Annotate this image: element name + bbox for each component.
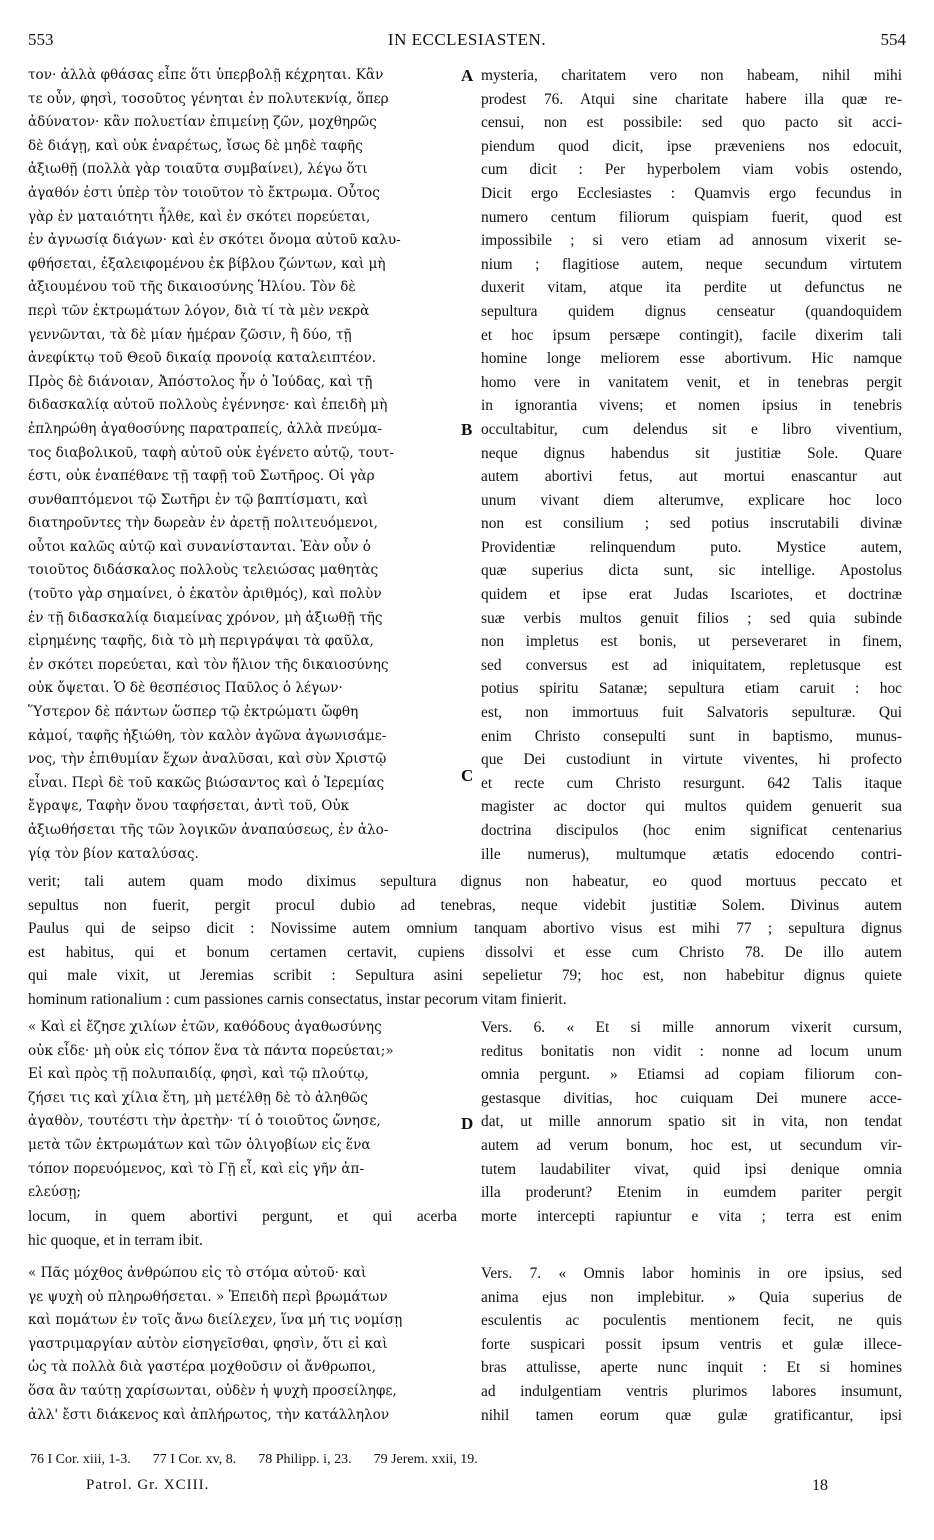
text-line: διατηροῦντες τὴν δωρεὰν ἐν ἀρετῇ πολιτευόμενοι, <box>28 515 379 532</box>
text-line: ἀλλ' ἔστι διάκενος καὶ ἀπλήρωτος, τὴν κατάλληλον <box>28 1406 390 1423</box>
text-line: τε οὖν, φησὶ, τοσοῦτος γένηται ἐν πολυτεκνίᾳ, ὅπερ <box>28 90 389 107</box>
text-line: verit; tali autem quam modo diximus sepultura dignus non habeatur, eo quod mortuus peccato et <box>28 873 902 890</box>
greek-column-bottom <box>28 1262 457 1427</box>
text-line: « Πᾶς μόχθος ἀνθρώπου εἰς τὸ στόμα αὐτοῦ· καὶ <box>28 1265 367 1281</box>
text-line: ille numerus), multumque ætatis edocendo contri- <box>481 845 902 863</box>
text-line: ad indulgentiam ventris plurimos labores insumunt, <box>481 1382 902 1400</box>
text-line: δὲ διάγῃ, καὶ οὐκ ἐναρέτως, ἴσως δὲ μηδὲ ταφῆς <box>28 137 363 154</box>
text-line: ἀνεφίκτῳ τοῦ Θεοῦ δικαίᾳ προνοίᾳ καταλειπτέον. <box>28 350 377 367</box>
footnote: 79 Jerem. xxii, 19. <box>373 1452 478 1467</box>
text-line: καὶ πομάτων ἐν τοῖς ἄνω διείλεχεν, ἵνα μή τις νομίσῃ <box>28 1312 403 1329</box>
running-title: IN ECCLESIASTEN. <box>387 30 547 49</box>
text-line: doctrina discipulos (hoc enim significat centenarius <box>481 822 902 839</box>
text-line: mysteria, charitatem vero non habeam, nihil mihi <box>481 67 902 84</box>
text-line: ἀγαθόν ἐστι ὑπὲρ τὸν τοιοῦτον τὸ ἔκτρωμα. Οὗτος <box>28 184 380 201</box>
text-line: διδασκαλίᾳ αὐτοῦ πολλοὺς ἐγέννησε· καὶ ἐπειδὴ μὴ <box>28 397 388 414</box>
text-line: dat, ut mille annorum spatio sit in vita, non tendat <box>481 1113 902 1131</box>
text-line: (τοῦτο γὰρ σημαίνει, ὁ ἑκατὸν ἀριθμός), καὶ πολὺν <box>28 586 382 603</box>
text-line: non est consilium ; sed potius inscrutabili divinæ <box>481 515 902 533</box>
text-line: συνθαπτόμενοι τῷ Σωτῆρι ἐν τῷ βαπτίσματι, καὶ <box>28 491 369 508</box>
text-line: ἀδύνατον· κἂν πολυετίαν ἐπιμείνῃ ζῶν, μοχθηρῶς <box>28 114 377 131</box>
text-line: κἀμοί, ταφῆς ἠξιώθη, τὸν καλὸν ἀγῶνα ἀγωνισάμε- <box>28 727 387 744</box>
footnote: 78 Philipp. i, 23. <box>258 1452 352 1467</box>
text-line: « Καὶ εἰ ἔζησε χιλίων ἐτῶν, καθόδους ἀγαθωσύνης <box>28 1019 382 1035</box>
text-line: neque dignus habendus sit justitiæ Sole. Quare <box>481 444 902 462</box>
page-number-right: 554 <box>880 30 906 49</box>
text-line: Ὕστερον δὲ πάντων ὥσπερ τῷ ἐκτρώματι ὤφθη <box>28 704 359 721</box>
text-line: piendum quod dicit, ipse præveniens nos edocuit, <box>481 137 902 155</box>
text-line: nium ; flagitiose autem, neque secundum virtutem <box>481 255 902 273</box>
text-line: οὐκ εἶδε· μὴ οὐκ εἰς τόπον ἕνα τὰ πάντα πορεύεται;» <box>28 1042 394 1059</box>
text-line: sed conversus est ad iniquitatem, repletusque est <box>481 656 902 674</box>
text-line: Εἰ καὶ πρὸς τῇ πολυπαιδίᾳ, φησὶ, καὶ τῷ πλούτῳ, <box>28 1066 369 1083</box>
text-line: morte intercepti rapiuntur e vita ; terra est enim <box>481 1207 902 1225</box>
text-line: sepultus non fuerit, pergit procul dubio ad tenebras, neque videbit justitiæ Solem. Divinus autem <box>28 896 902 914</box>
text-line: et recte cum Christo resurgunt. 642 Talis itaque <box>481 774 902 792</box>
margin-marker-c: C <box>461 766 474 785</box>
text-line: illa proderunt? Etenim in eumdem pariter pergit <box>481 1184 902 1202</box>
text-line: omnia pergunt. » Etiamsi ad copiam filiorum con- <box>481 1066 902 1084</box>
text-line: homine longe meliorem esse abortivum. Hic namque <box>481 350 902 368</box>
margin-marker-b: B <box>461 420 473 439</box>
text-line: locum, in quem abortivi pergunt, et qui acerba <box>28 1208 457 1225</box>
text-line: ἀξιουμένου τοῦ τῆς δικαιοσύνης Ἡλίου. Τὸν δὲ <box>28 279 356 296</box>
margin-marker-a: A <box>461 66 474 85</box>
text-line: ἐν σκότει πορεύεται, καὶ τὸν ἥλιον τῆς δικαιοσύνης <box>28 656 389 673</box>
text-line: est, non immortuus fuit Salvatoris sepulturæ. Qui <box>481 704 902 722</box>
text-line: ἔγραψε, Ταφὴν ὄνου ταφήσεται, ἀντὶ τοῦ, Οὐκ <box>28 798 350 815</box>
latin-column-bottom <box>481 1262 902 1427</box>
text-line: qui male vixit, ut Jeremias scribit : Sepultura asini sepelietur 79; hoc est, non habebitur dignus quiete <box>28 967 902 985</box>
text-line: reditus bonitatis non vidit : nonne ad locum unum <box>481 1042 902 1060</box>
text-line: suæ verbis multos genuit filios ; sed quia subinde <box>481 609 902 627</box>
text-line: hominum rationalium : cum passiones carnis consectatus, instar pecorum vitam finierit. <box>28 990 567 1008</box>
text-line: ἀξιωθῇ (πολλὰ γὰρ τοιαῦτα συμβαίνει), λέγω ὅτι <box>28 161 368 178</box>
footnote: 77 I Cor. xv, 8. <box>152 1452 237 1467</box>
text-line: magister ac doctor qui multos quidem genuerit sua <box>481 798 902 816</box>
text-line: έστι, οὐκ ἐναπέθανε τῇ ταφῇ τοῦ Σωτῆρος. Οἱ γὰρ <box>28 468 375 485</box>
greek-column-middle <box>28 1016 457 1205</box>
text-line: occultabitur, cum delendus sit e libro viventium, <box>481 420 902 438</box>
text-line: εἰρημένης ταφῆς, διὰ τὸ μὴ περιγράψαι τὰ φαῦλα, <box>28 633 374 650</box>
text-line: ἐν τῇ διδασκαλίᾳ διαμείνας χρόνον, μὴ ἀξιωθῇ τῆς <box>28 609 383 626</box>
text-line: οὗτοι καλῶς αὐτῷ καὶ συνανίστανται. Ἐὰν οὖν ὁ <box>28 538 371 555</box>
footnote: 76 I Cor. xiii, 1-3. <box>30 1452 131 1467</box>
text-line: autem ad verum bonum, hoc est, ut secundum vir- <box>481 1136 902 1154</box>
text-line: unum vivant diem alterumve, explicare hoc loco <box>481 491 902 509</box>
text-line: in ignorantia vivens; et nomen ipsius in tenebris <box>481 397 902 415</box>
text-line: esculentis ac poculentis mentionem fecit, ne quis <box>481 1312 902 1330</box>
text-line: ἀγαθὸν, τουτέστι τὴν ἀρετὴν· τί ὁ τοιοῦτος ὤνησε, <box>28 1113 381 1130</box>
text-line: Vers. 7. « Omnis labor hominis in ore ipsius, sed <box>481 1265 902 1282</box>
text-line: Vers. 6. « Et si mille annorum vixerit cursum, <box>481 1019 902 1036</box>
text-line: impossibile ; si vero etiam ad annosum vixerit se- <box>481 232 902 250</box>
page-number-left: 553 <box>28 30 54 49</box>
text-line: ὡς τὰ πολλὰ διὰ γαστέρα μοχθοῦσιν οἱ ἄνθρωποι, <box>28 1359 376 1376</box>
text-line: quidem et ipse erat Judas Iscariotes, et doctrinæ <box>481 586 902 604</box>
text-line: hic quoque, et in terram ibit. <box>28 1231 203 1249</box>
text-line: φθήσεται, ἐξαλειφομένου ἐκ βίβλου ζώντων, καὶ μὴ <box>28 255 386 272</box>
text-line: censui, non est possibile: sed quo pacto sit acci- <box>481 114 902 132</box>
text-line: enim Christo consepulti sunt in baptismo, munus- <box>481 727 902 745</box>
text-line: numero centum filiorum quispiam fuerit, quod est <box>481 208 902 226</box>
text-line: Providentiæ relinquendum puto. Mystice autem, <box>481 538 902 556</box>
text-line: non impletus est bonis, ut perseveraret in finem, <box>481 633 902 651</box>
text-line: Paulus qui de seipso dicit : Novissime autem omnium tanquam abortivo visus est mihi 77 ; sepultura dignus <box>28 920 902 938</box>
text-line: bras attulisse, aperte nunc inquit : Et si homines <box>481 1359 902 1377</box>
text-line: εἶναι. Περὶ δὲ τοῦ κακῶς βιώσαντος καὶ ὁ Ἱερεμίας <box>28 774 385 791</box>
margin-marker-d: D <box>461 1114 474 1133</box>
text-line: Dicit ergo Ecclesiastes : Quamvis ergo fecundus in <box>481 184 902 202</box>
text-line: μετὰ τῶν ἐκτρωμάτων καὶ τῶν ὀλιγοβίων εἰς ἕνα <box>28 1136 371 1153</box>
text-line: que Dei custodiunt in virtute viventes, hi profecto <box>481 751 902 769</box>
text-line: ζήσει τις καὶ χίλια ἔτη, μὴ μετέλθῃ δὲ τὸ ἀληθῶς <box>28 1089 368 1106</box>
text-line: homo vere in vanitatem venit, et in tenebras pergit <box>481 373 902 391</box>
text-line: et hoc ipsum persæpe contingit), facile dixerim tali <box>481 326 902 344</box>
text-line: ὅσα ἂν ταύτῃ χαρίσωνται, οὐδὲν ἡ ψυχὴ προσείληφε, <box>28 1382 397 1399</box>
text-line: duxerit vitam, atque ita perdite ut defunctus ne <box>481 279 902 297</box>
text-line: οὐκ ὄψεται. Ὁ δὲ θεσπέσιος Παῦλος ὁ λέγων· <box>28 680 343 697</box>
signature-mark: 18 <box>812 1477 828 1494</box>
running-header <box>28 30 906 54</box>
latin-column-middle <box>481 1016 902 1228</box>
text-line: est habitus, qui et bonum certamen certavit, cupiens dissolvi et esse cum Christo 78. De illo autem <box>28 943 902 961</box>
footer-series: Patrol. Gr. XCIII. <box>86 1477 210 1493</box>
text-line: anima ejus non implebitur. » Quia superius de <box>481 1288 902 1306</box>
text-line: ἐπληρώθη ἀγαθοσύνης παρατραπείς, ἀλλὰ πνεύμα- <box>28 420 383 437</box>
text-line: sepultura quidem dignus censeatur (quandoquidem <box>481 302 902 320</box>
text-line: nihil tamen eorum quæ gulæ gratificantur, ipsi <box>481 1406 902 1424</box>
text-line: νος, τὴν ἐπιθυμίαν ἔχων ἀναλῦσαι, καὶ σὺν Χριστῷ <box>28 751 387 768</box>
text-line: γεννῶνται, τὰ δὲ μίαν ἡμέραν ζῶσιν, ἢ δύο, τῇ <box>28 326 352 343</box>
text-line: prodest 76. Atqui sine charitate habere illa quæ re- <box>481 90 902 108</box>
greek-column-top <box>28 64 457 866</box>
text-line: γίᾳ τὸν βίον καταλύσας. <box>28 845 199 862</box>
latin-column-top <box>481 64 902 866</box>
text-line: ἀξιωθήσεται τῆς τῶν λογικῶν ἀναπαύσεως, ἐν ἀλο- <box>28 822 389 838</box>
text-line: ἐν ἀγνωσίᾳ διάγων· καὶ ἐν σκότει ὄνομα αὐτοῦ καλυ- <box>28 232 401 249</box>
latin-continuation <box>28 1205 457 1252</box>
text-line: forte suspicari possit ipsum ventris et gulæ illece- <box>481 1335 902 1353</box>
footnotes <box>30 1452 500 1468</box>
text-line: ελεύσῃ; <box>28 1184 81 1201</box>
text-line: γαστριμαργίαν αὐτὸν εἰσηγεῖσθαι, φησὶν, ὅτι εἰ καὶ <box>28 1335 388 1352</box>
text-line: περὶ τῶν ἐκτρωμάτων λόγον, διὰ τί τὰ μὲν νεκρὰ <box>28 302 370 319</box>
text-line: τον· ἀλλὰ φθάσας εἶπε ὅτι ὑπερβολῇ κέχρηται. Κἂν <box>28 67 384 83</box>
text-line: Πρὸς δὲ διάνοιαν, Ἀπόστολος ἦν ὁ Ἰούδας, καὶ τῇ <box>28 373 373 390</box>
text-line: τόπον πορευόμενος, καὶ τὸ Γῇ εἶ, καὶ εἰς γῆν ἀπ- <box>28 1160 365 1177</box>
text-line: τος διαβολικοῦ, ταφὴ αὐτοῦ οὐκ ἐγένετο αὐτῷ, τουτ- <box>28 444 395 461</box>
text-line: γὰρ ἐν ματαιότητι ἦλθε, καὶ ἐν σκότει πορεύεται, <box>28 208 371 225</box>
text-line: quæ superius dicta sunt, sic intellige. Apostolus <box>481 562 902 580</box>
text-line: tutem laudabiliter vivat, quid ipsi denique omnia <box>481 1160 902 1178</box>
text-line: autem abortivi fetus, aut mortui enascantur aut <box>481 468 902 486</box>
text-line: potius spiritu Satanæ; sepultura etiam caruit : hoc <box>481 680 902 698</box>
text-line: τοιοῦτος διδάσκαλος πολλοὺς τελειώσας μαθητὰς <box>28 562 379 579</box>
text-line: gestasque divitias, hoc cuiquam Dei munere acce- <box>481 1089 902 1107</box>
text-line: cum dicit : Per hyperbolem viam vobis ostendo, <box>481 161 902 179</box>
text-line: γε ψυχὴ οὐ πληρωθήσεται. » Ἐπειδὴ περὶ βρωμάτων <box>28 1288 388 1305</box>
latin-full-width-paragraph <box>28 870 902 1012</box>
